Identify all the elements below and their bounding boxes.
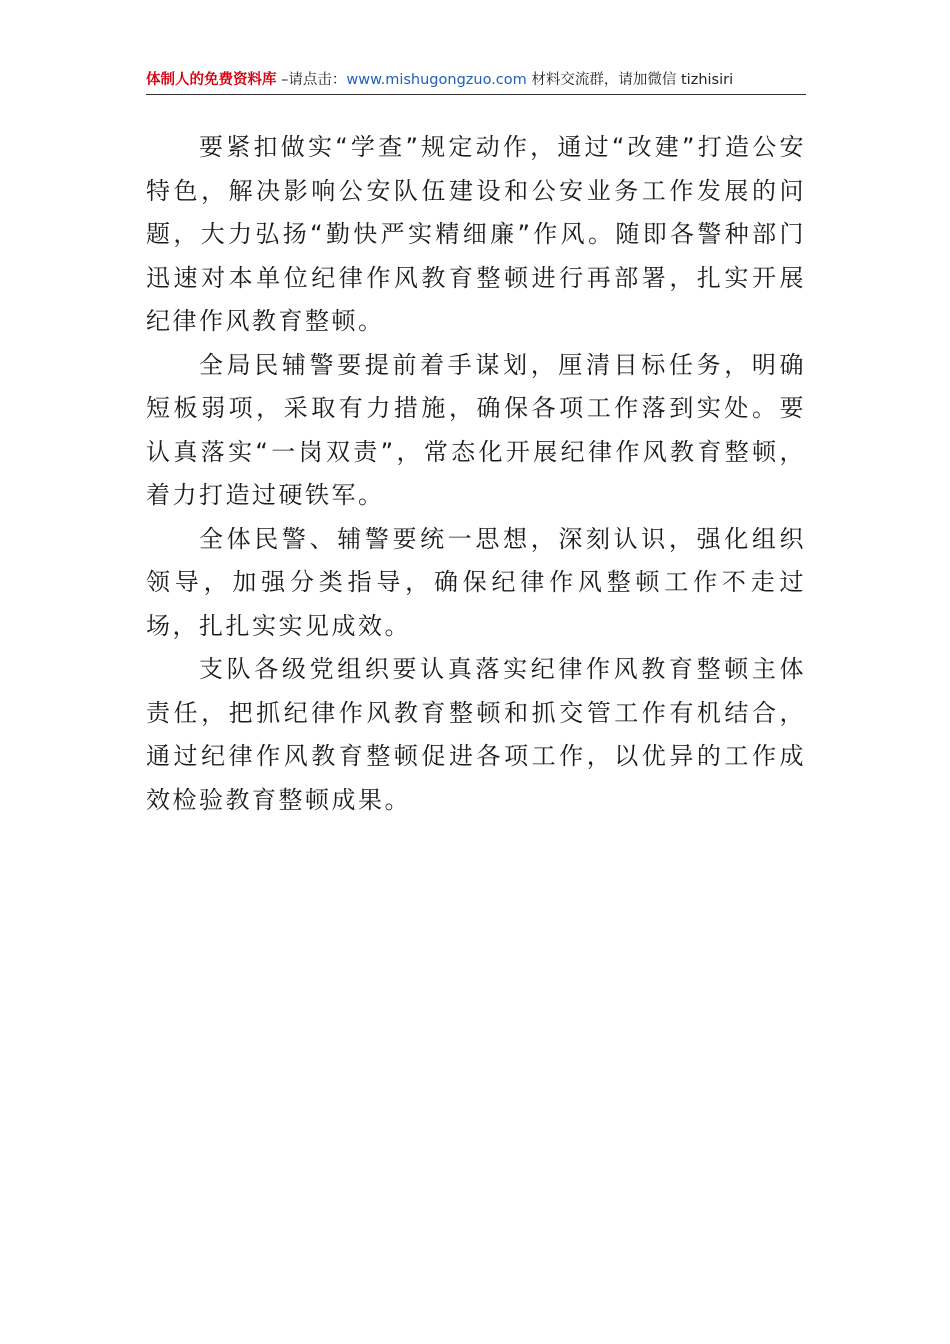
header-tail: 材料交流群，请加微信 tizhisiri [526, 72, 734, 88]
page-header [146, 70, 806, 95]
document-body [146, 126, 806, 822]
body-paragraph-3: 全体民警、辅警要统一思想，深刻认识，强化组织领导，加强分类指导，确保纪律作风整顿工作不走过场，扎扎实实见成效。 [146, 524, 806, 640]
header-brand: 体制人的免费资料库 [146, 72, 277, 88]
header-separator: –请点击： [276, 72, 347, 88]
body-paragraph-4: 支队各级党组织要认真落实纪律作风教育整顿主体责任，把抓纪律作风教育整顿和抓交管工作有机结合，通过纪律作风教育整顿促进各项工作，以优异的工作成效检验教育整顿成果。 [146, 655, 806, 814]
body-paragraph-2: 全局民辅警要提前着手谋划，厘清目标任务，明确短板弱项，采取有力措施，确保各项工作落到实处。要认真落实“一岗双责”，常态化开展纪律作风教育整顿，着力打造过硬铁军。 [146, 350, 806, 509]
header-url-link[interactable]: www.mishugongzuo.com [346, 72, 527, 88]
body-paragraph-1: 要紧扣做实“学查”规定动作，通过“改建”打造公安特色，解决影响公安队伍建设和公安业务工作发展的问题，大力弘扬“勤快严实精细廉”作风。随即各警种部门迅速对本单位纪律作风教育整顿进行再部署，扎实开展纪律作风教育整顿。 [146, 133, 806, 335]
